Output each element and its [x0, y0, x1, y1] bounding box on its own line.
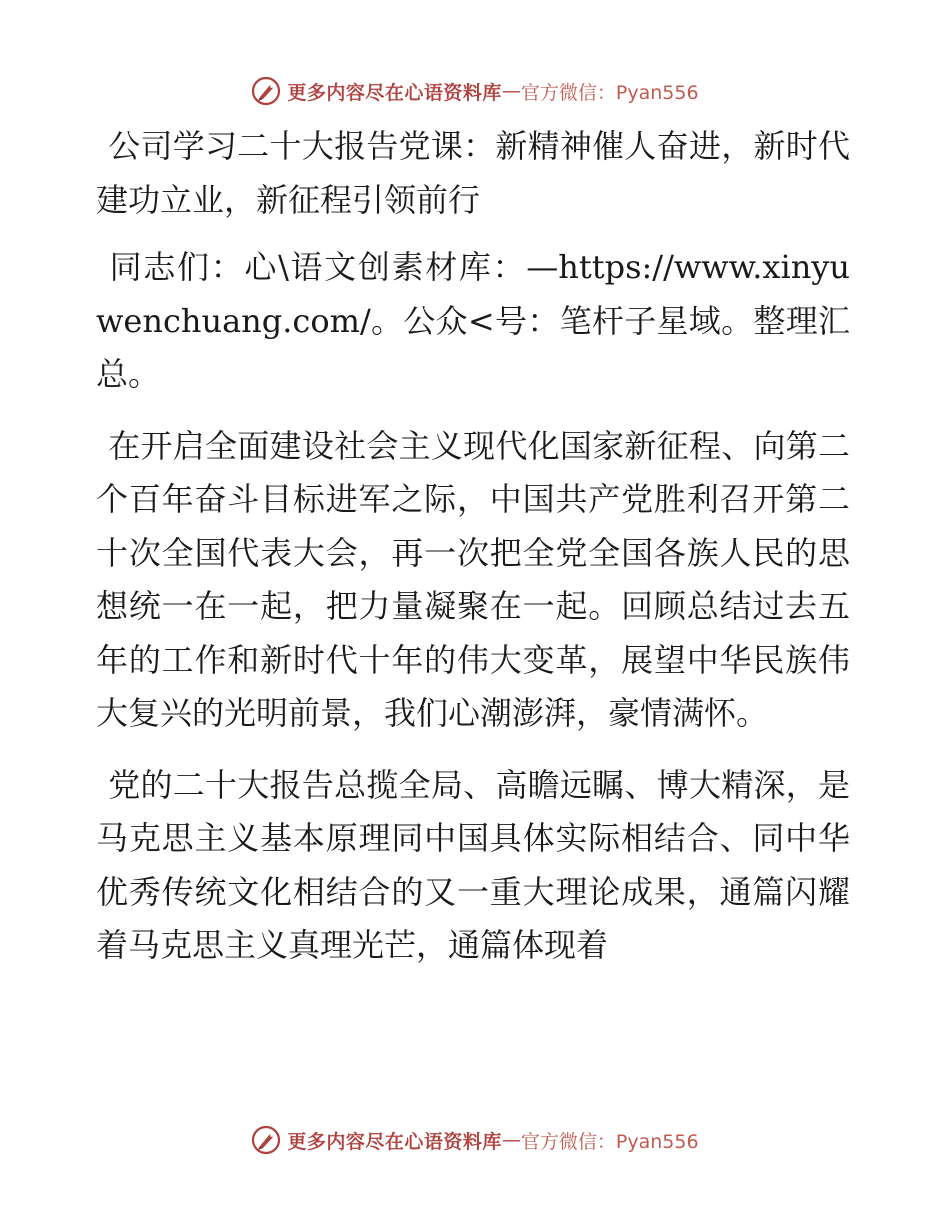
document-title	[96, 120, 850, 227]
paragraph-3	[96, 759, 850, 973]
pen-nib-logo-icon	[251, 76, 281, 106]
pen-nib-logo-icon	[251, 1125, 281, 1155]
footer-watermark	[0, 1120, 950, 1160]
watermark-main-text: 更多内容尽在心语资料库	[287, 1130, 502, 1153]
paragraph-2	[96, 420, 850, 741]
watermark-sub-text: 官方微信：Pyan556	[520, 81, 699, 104]
paragraph-text: 同志们：心\语文创素材库：—https://www.xinyuwenchuang.com/。公众<号：笔杆子星域。整理汇总。	[96, 248, 850, 393]
paragraph-text: 在开启全面建设社会主义现代化国家新征程、向第二个百年奋斗目标进军之际，中国共产党胜利召开第二十次全国代表大会，再一次把全党全国各族人民的思想统一在一起，把力量凝聚在一起。回顾总结过去五年的工作和新时代十年的伟大变革，展望中华民族伟大复兴的光明前景，我们心潮澎湃，豪情满怀。	[96, 426, 850, 732]
watermark-sub-text: 官方微信：Pyan556	[520, 1130, 699, 1153]
header-watermark	[0, 71, 950, 111]
paragraph-text: 党的二十大报告总揽全局、高瞻远瞩、博大精深，是马克思主义基本原理同中国具体实际相结合、同中华优秀传统文化相结合的又一重大理论成果，通篇闪耀着马克思主义真理光芒，通篇体现着	[96, 765, 850, 964]
watermark-separator: —	[501, 1129, 521, 1151]
watermark-separator: —	[501, 80, 521, 102]
watermark-main-text: 更多内容尽在心语资料库	[287, 81, 502, 104]
document-body	[96, 120, 850, 991]
paragraph-1	[96, 241, 850, 402]
document-title-text: 公司学习二十大报告党课：新精神催人奋进，新时代建功立业，新征程引领前行	[96, 127, 850, 219]
